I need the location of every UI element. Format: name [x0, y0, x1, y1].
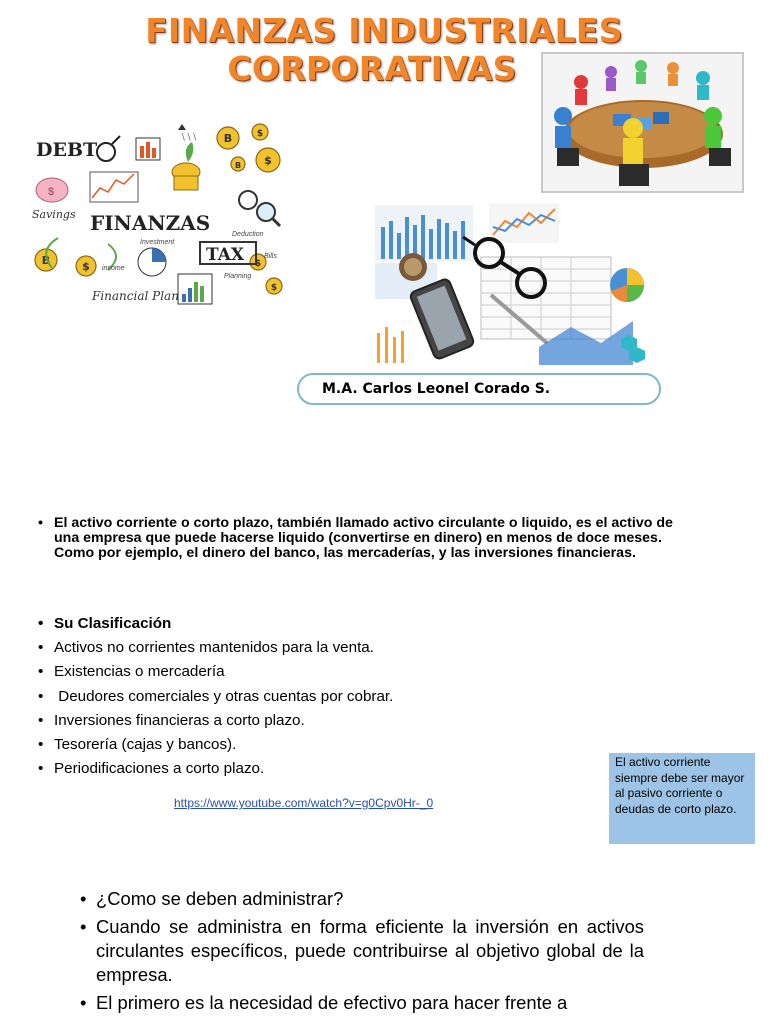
list-item: • Periodificaciones a corto plazo. — [38, 757, 598, 781]
coin-7: $ — [254, 259, 262, 269]
coin-1: B — [223, 132, 233, 145]
list-item: • Activos no corrientes mantenidos para la venta. — [38, 636, 598, 660]
collage-income: income — [102, 265, 125, 272]
collage-savings: Savings — [32, 208, 76, 221]
coin-3: B — [234, 161, 242, 170]
classification-heading: • Su Clasificación — [38, 612, 598, 636]
title-line-2: CORPORATIVAS — [227, 49, 517, 88]
collage-finanzas: FINANZAS — [90, 211, 211, 235]
coin-2: $ — [256, 129, 264, 139]
collage-planning: Planning — [224, 273, 252, 280]
intro-text: • El activo corriente o corto plazo, también llamado activo circulante o liquido, es el activo de una empresa que puede hacerse liquido (convertirse en dinero) en menos de doce meses. Como por ejemplo, el dinero del banco, las mercaderías, y las inversiones financieras. — [38, 516, 698, 561]
note-box: El activo corriente siempre debe ser mayor al pasivo corriente o deudas de corto plazo. — [609, 753, 755, 844]
collage-deduction: Deduction — [232, 231, 264, 238]
list-item: • Inversiones financieras a corto plazo. — [38, 709, 598, 733]
youtube-link[interactable]: https://www.youtube.com/watch?v=g0Cpv0Hr-_0 — [174, 796, 434, 810]
bottom-paragraph-1: • Cuando se administra en forma eficiente la inversión en activos circulantes específicos, puede contribuirse al objetivo global de la empresa. — [80, 915, 644, 987]
author-name: M.A. Carlos Leonel Corado S. — [322, 381, 551, 397]
collage-tax: TAX — [206, 245, 245, 265]
list-item: • Deudores comerciales y otras cuentas por cobrar. — [38, 685, 598, 709]
collage-financial-plan: Financial Plan — [92, 289, 179, 303]
coin-4: $ — [264, 154, 272, 167]
collage-debt: DEBT — [36, 139, 98, 161]
svg-text:∖∖∖: ∖∖∖ — [180, 132, 198, 142]
bottom-question: • ¿Como se deben administrar? — [80, 887, 644, 911]
list-item: • Tesorería (cajas y bancos). — [38, 733, 598, 757]
bottom-paragraph-2: • El primero es la necesidad de efectivo para hacer frente a — [80, 991, 644, 1015]
coin-5: B — [41, 254, 51, 267]
collage-investment: Investment — [140, 239, 175, 246]
collage-bills: Bills — [264, 253, 277, 260]
intro-list — [38, 516, 698, 561]
bottom-list — [80, 887, 644, 1019]
charts-photo-image — [371, 197, 645, 367]
svg-text:$: $ — [48, 186, 55, 198]
meeting-puzzle-image — [541, 52, 744, 193]
classification-list — [38, 612, 598, 781]
coin-6: $ — [82, 260, 90, 273]
list-item: • Existencias o mercadería — [38, 660, 598, 684]
finance-collage-image — [28, 118, 290, 310]
coin-8: $ — [270, 283, 278, 293]
title-line-1: FINANZAS INDUSTRIALES — [145, 11, 623, 50]
